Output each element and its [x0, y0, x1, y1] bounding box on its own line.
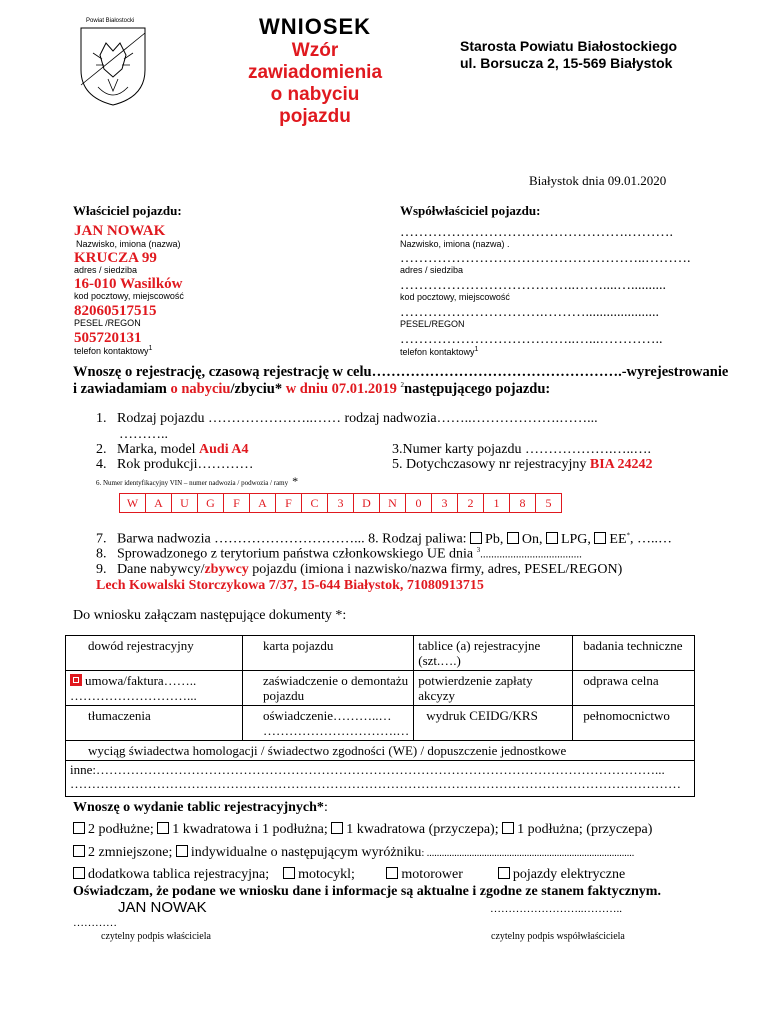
- checkbox-icon[interactable]: [73, 867, 85, 879]
- vin-character[interactable]: W: [119, 493, 146, 513]
- subtitle-line: o nabyciu: [270, 84, 360, 105]
- item-number: 8.: [96, 546, 107, 562]
- option-label: indywidualne o następującym wyróżniku: [190, 845, 422, 860]
- coowner-signature-label: czytelny podpis współwłaściciela: [491, 931, 625, 942]
- option-label: 1 kwadratowa (przyczepa);: [346, 822, 499, 837]
- doc-homologation[interactable]: wyciąg świadectwa homologacji / świadectwo zgodności (WE) / dopuszczenie jednostkowe: [66, 741, 695, 761]
- plate-option-individual[interactable]: [176, 845, 634, 860]
- vin-character[interactable]: 5: [535, 493, 562, 513]
- request-line-1: Wnoszę o rejestrację, czasową rejestrację w celu…………………………………………….-wyrejestrowanie: [73, 364, 729, 380]
- vehicle-item-9: [96, 562, 622, 578]
- plates-line-1: [73, 822, 652, 838]
- doc-contract-invoice[interactable]: [66, 671, 243, 706]
- vehicle-item-1: [96, 411, 598, 427]
- vin-character[interactable]: F: [223, 493, 250, 513]
- doc-registration-certificate[interactable]: dowód rejestracyjny: [66, 636, 243, 671]
- option-label: dodatkowa tablica rejestracyjna;: [88, 867, 270, 882]
- vehicle-item-5: [392, 457, 653, 473]
- doc-power-of-attorney[interactable]: pełnomocnictwo: [573, 706, 695, 741]
- vehicle-item-3[interactable]: 3.Numer karty pojazdu ……………….…..….: [392, 442, 651, 457]
- footnote-ref: 2: [400, 381, 405, 390]
- office-address: [460, 38, 677, 72]
- vin-character[interactable]: D: [353, 493, 380, 513]
- item-number: 2.: [96, 442, 107, 457]
- fuel-ee[interactable]: [594, 532, 630, 547]
- colon: :: [323, 800, 328, 815]
- option-label: 1 podłużna; (przyczepa): [517, 822, 653, 837]
- doc-plates[interactable]: tablice (a) rejestracyjne (szt.….): [414, 636, 573, 671]
- option-label: pojazdy elektryczne: [512, 867, 626, 882]
- footnote-ref: 3: [476, 546, 481, 554]
- item-number: 4.: [96, 457, 107, 472]
- vin-character[interactable]: F: [275, 493, 302, 513]
- coowner-name-label: Nazwisko, imiona (nazwa) .: [400, 239, 510, 249]
- declaration: Oświadczam, że podane we wniosku dane i informacje są aktualne i zgodne ze stanem faktycznym.: [73, 884, 661, 899]
- event-date: w dniu 07.01.2019: [285, 381, 397, 397]
- vin-character[interactable]: 3: [431, 493, 458, 513]
- option-label: 2 zmniejszone;: [88, 845, 173, 860]
- buyer-label-tail: pojazdu (imiona i nazwisko/nazwa firmy, adres, PESEL/REGON): [248, 562, 623, 577]
- phone-label-text: telefon kontaktowy: [400, 347, 475, 357]
- date-line: Białystok dnia 09.01.2020: [529, 173, 667, 188]
- seller-option: zbywcy: [204, 562, 249, 577]
- checkbox-icon[interactable]: [594, 532, 606, 544]
- documents-table: [65, 635, 695, 797]
- owner-name-label: Nazwisko, imiona (nazwa): [76, 239, 181, 249]
- checkbox-icon[interactable]: [283, 867, 295, 879]
- owner-city: 16-010 Wasilków: [74, 276, 183, 292]
- vehicle-item-2: [96, 442, 248, 458]
- plate-option-additional[interactable]: [73, 867, 269, 882]
- owner-signature[interactable]: JAN NOWAK: [118, 899, 207, 916]
- coowner-address-label: adres / siedziba: [400, 265, 464, 275]
- import-date-label: Sprowadzonego z terytorium państwa członkowskiego UE dnia: [117, 546, 474, 562]
- vin-character[interactable]: N: [379, 493, 406, 513]
- buyer-label: Dane nabywcy/: [117, 562, 205, 577]
- office-line-2: ul. Borsucza 2, 15-569 Białystok: [460, 55, 673, 71]
- sale-option: /zbyciu*: [230, 381, 286, 397]
- registration-value[interactable]: BIA 24242: [589, 457, 653, 472]
- owner-signature-label: czytelny podpis właściciela: [101, 931, 211, 942]
- footnote-ref: *: [626, 531, 631, 539]
- item-number: 5.: [392, 457, 403, 472]
- doc-ceidg-krs[interactable]: wydruk CEIDG/KRS: [414, 706, 573, 741]
- item-number: 9.: [96, 562, 107, 577]
- owner-address-label: adres / siedziba: [74, 265, 138, 275]
- office-line-1: Starosta Powiatu Białostockiego: [460, 38, 678, 54]
- checkbox-icon[interactable]: [546, 532, 558, 544]
- coowner-address-field[interactable]: ……………………………………………..……….: [400, 251, 691, 266]
- plates-line-3: [73, 867, 625, 883]
- form-title: WNIOSEK: [258, 14, 372, 39]
- vin-character[interactable]: 2: [457, 493, 484, 513]
- owner-city-label: kod pocztowy, miejscowość: [74, 291, 184, 301]
- checked-checkbox-icon[interactable]: [70, 674, 82, 686]
- subtitle-line: Wzór: [291, 40, 339, 61]
- checkbox-icon[interactable]: [470, 532, 482, 544]
- fuel-label: LPG,: [560, 531, 591, 547]
- option-label: 1 kwadratowa i 1 podłużna;: [172, 822, 328, 837]
- county-logo: [78, 18, 148, 106]
- make-model-value[interactable]: Audi A4: [199, 442, 249, 457]
- production-year-field[interactable]: Rok produkcji…………: [117, 457, 254, 472]
- fuel-pb[interactable]: [470, 532, 503, 547]
- checkbox-icon[interactable]: [498, 867, 510, 879]
- owner-heading: Właściciel pojazdu:: [73, 203, 182, 218]
- plate-option-moped[interactable]: [386, 867, 462, 882]
- coowner-pesel-label: PESEL/REGON: [400, 319, 465, 329]
- fuel-other[interactable]: , …..…: [630, 531, 673, 547]
- coowner-phone-field[interactable]: ………………………………..…...…………..: [400, 332, 663, 347]
- doc-translations[interactable]: tłumaczenia: [66, 706, 243, 741]
- form-subtitle: [222, 40, 408, 128]
- owner-pesel-label: PESEL /REGON: [74, 318, 141, 328]
- plate-option-motorcycle[interactable]: [283, 867, 355, 882]
- vin-label: 6. Numer identyfikacyjny VIN – numer nadwozia / podwozia / ramy: [96, 479, 289, 487]
- doc-other-line: ……………………………………………………………………………………………………………………………: [70, 776, 681, 791]
- coowner-city-label: kod pocztowy, miejscowość: [400, 292, 510, 302]
- logo-caption: Powiat Białostocki: [86, 18, 135, 24]
- item-number: 7.: [96, 531, 107, 547]
- fuel-label: On,: [521, 531, 543, 547]
- checkbox-icon[interactable]: [507, 532, 519, 544]
- acquisition-option: o nabyciu: [170, 381, 231, 397]
- owner-address: KRUCZA 99: [74, 250, 157, 266]
- checkbox-icon[interactable]: [331, 822, 343, 834]
- vin-character[interactable]: U: [171, 493, 198, 513]
- checkbox-icon[interactable]: [176, 845, 188, 857]
- vin-character[interactable]: 0: [405, 493, 432, 513]
- checkbox-icon[interactable]: [73, 822, 85, 834]
- county-coat-of-arms: [78, 25, 148, 107]
- plates-heading-text: Wnoszę o wydanie tablic rejestracyjnych*: [73, 800, 324, 815]
- vehicle-type-field[interactable]: Rodzaj pojazdu …………………..…… rodzaj nadwozia……..……………….……...: [117, 411, 598, 426]
- plates-line-2: [73, 845, 634, 861]
- vehicle-item-8: [96, 546, 582, 563]
- doc-vehicle-card[interactable]: karta pojazdu: [243, 636, 414, 671]
- option-label: motorower: [401, 867, 463, 882]
- vehicle-item-1-cont: ………..: [119, 427, 168, 442]
- coowner-heading: Współwłaściciel pojazdu:: [400, 203, 541, 218]
- request-text: następującego pojazdu:: [404, 381, 551, 397]
- owner-signature-dots: …………: [73, 917, 117, 929]
- coowner-signature-field[interactable]: ……………………..………..: [490, 903, 622, 915]
- individual-plate-field[interactable]: : ...................................................................................: [421, 848, 635, 859]
- request-line-2: [73, 381, 550, 398]
- vin-character[interactable]: 8: [509, 493, 536, 513]
- coowner-city-field[interactable]: ………………………………..……....…..........: [400, 278, 666, 293]
- doc-dots: ………………………….…: [263, 723, 410, 738]
- coowner-pesel-field[interactable]: ………………………….……….....................: [400, 305, 659, 320]
- vehicle-item-6: [96, 474, 298, 489]
- doc-statement[interactable]: [243, 706, 414, 741]
- doc-technical-inspection[interactable]: badania techniczne: [573, 636, 695, 671]
- doc-dismantling-certificate[interactable]: zaświadczenie o demontażu pojazdu: [243, 671, 414, 706]
- plate-option-2-long[interactable]: [73, 822, 154, 837]
- phone-label-text: telefon kontaktowy: [74, 346, 149, 356]
- documents-heading: Do wniosku załączam następujące dokumenty *:: [73, 608, 347, 623]
- vin-character[interactable]: A: [249, 493, 276, 513]
- doc-label: umowa/faktura……..: [85, 673, 197, 688]
- owner-pesel: 82060517515: [74, 303, 157, 319]
- import-date-field[interactable]: .....................................: [480, 548, 582, 561]
- owner-phone: 505720131: [74, 330, 142, 346]
- request-text: i zawiadamiam: [73, 381, 171, 397]
- checkbox-icon[interactable]: [386, 867, 398, 879]
- registration-label: Dotychczasowy nr rejestracyjny: [402, 457, 590, 472]
- plate-option-long-trailer[interactable]: [502, 822, 652, 837]
- subtitle-line: pojazdu: [279, 106, 351, 127]
- vin-character[interactable]: A: [145, 493, 172, 513]
- checkbox-icon[interactable]: [502, 822, 514, 834]
- item-number: 1.: [96, 411, 107, 426]
- doc-customs-clearance[interactable]: odprawa celna: [573, 671, 695, 706]
- plate-option-square-trailer[interactable]: [331, 822, 498, 837]
- doc-label: oświadczenie………..…: [263, 708, 392, 723]
- plate-option-electric[interactable]: [498, 867, 625, 882]
- vin-character[interactable]: G: [197, 493, 224, 513]
- make-model-label: Marka, model: [117, 442, 200, 457]
- checkbox-icon[interactable]: [73, 845, 85, 857]
- coowner-phone-label: [400, 346, 478, 357]
- buyer-data[interactable]: Lech Kowalski Storczykowa 7/37, 15-644 Białystok, 71080913715: [96, 578, 484, 593]
- plate-option-square-long[interactable]: [157, 822, 328, 837]
- fuel-on[interactable]: [507, 532, 543, 547]
- color-fuel-text: Barwa nadwozia …………………………... 8. Rodzaj paliwa:: [117, 531, 467, 547]
- vehicle-item-4: [96, 457, 254, 473]
- owner-name: JAN NOWAK: [74, 223, 166, 239]
- owner-phone-label: [74, 345, 152, 356]
- option-label: motocykl;: [298, 867, 355, 882]
- option-label: 2 podłużne;: [88, 822, 154, 837]
- fuel-lpg[interactable]: [546, 532, 591, 547]
- checkbox-icon[interactable]: [157, 822, 169, 834]
- plates-heading: [73, 800, 328, 816]
- fuel-label: Pb,: [485, 531, 504, 547]
- doc-dots: ………………………...: [70, 688, 197, 703]
- vin-character[interactable]: C: [301, 493, 328, 513]
- vin-character[interactable]: 1: [483, 493, 510, 513]
- doc-other[interactable]: [66, 761, 695, 797]
- coowner-name-field[interactable]: ………………………………………….……….: [400, 225, 673, 240]
- footnote-ref: 1: [148, 345, 153, 352]
- subtitle-line: zawiadomienia: [247, 62, 383, 83]
- asterisk: *: [292, 474, 299, 488]
- doc-other-line: inne:…………………………………………………………………………………………………………………...: [70, 762, 665, 777]
- vin-character[interactable]: 3: [327, 493, 354, 513]
- doc-excise-confirmation[interactable]: potwierdzenie zapłaty akcyzy: [414, 671, 573, 706]
- footnote-ref: 1: [474, 346, 479, 353]
- fuel-label: EE: [609, 531, 627, 547]
- plate-option-reduced[interactable]: [73, 845, 172, 860]
